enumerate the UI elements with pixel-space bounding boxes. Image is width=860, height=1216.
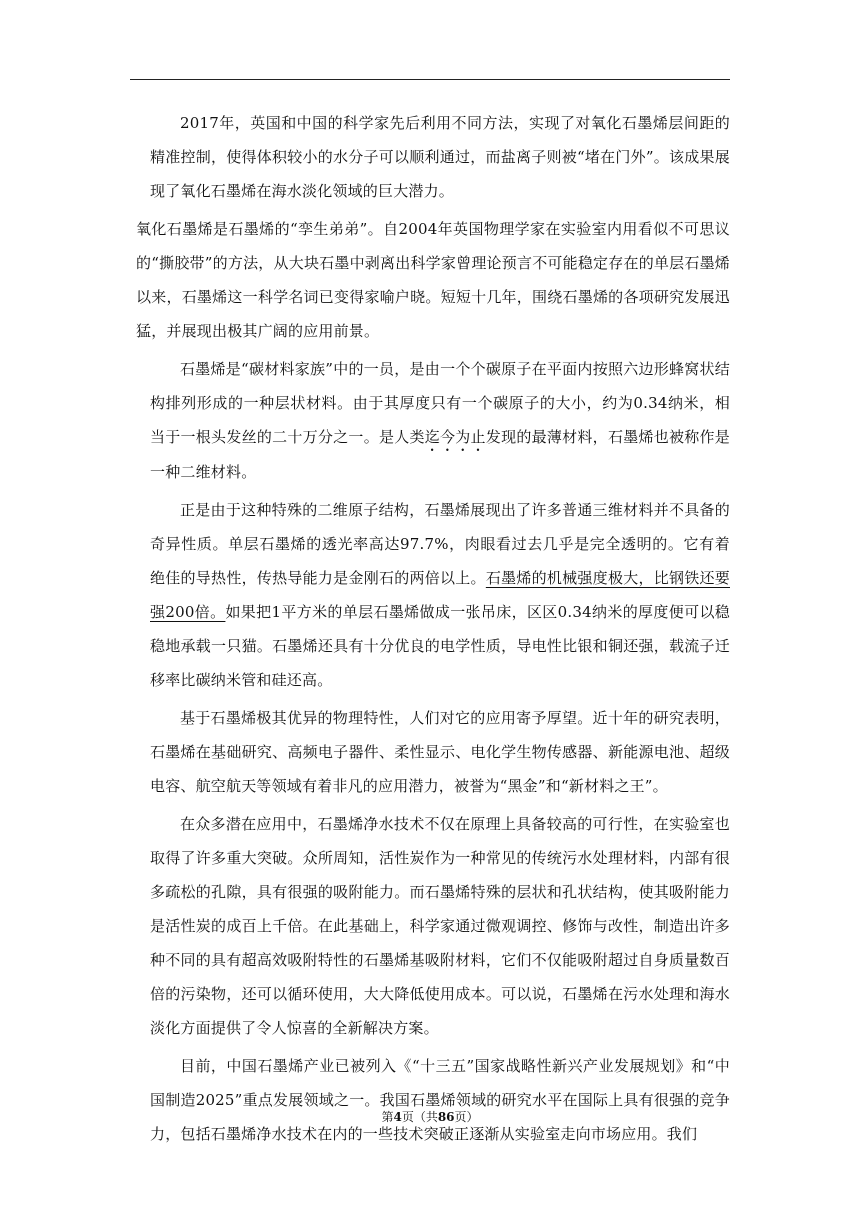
paragraph-3-text-before: 石墨烯是“碳材料家族”中的一员，是由一个个碳原子在平面内按照六边形蜂窝状结构排列形成的一种层状材料。由于其厚度只有一个碳原子的大小，约为0.34纳米，相当于一根头发丝的二十万分之一。是人类 (150, 360, 730, 446)
paragraph-4 (150, 493, 730, 697)
underlined-sentence: 石墨烯的机械强度极大，比钢铁还要强200倍。 (150, 569, 730, 621)
header-rule (130, 79, 730, 80)
footer-page-number: 4 (393, 1110, 402, 1124)
footer-suffix: 页） (454, 1110, 479, 1124)
emphasis-dotted-text: 迄今为止 (424, 428, 486, 446)
paragraph-7: 目前，中国石墨烯产业已被列入《“十三五”国家战略性新兴产业发展规划》和“中国制造2025”重点发展领域之一。我国石墨烯领域的研究水平在国际上具有很强的竞争力，包括石墨烯净水技术在内的一些技术突破正逐渐从实验室走向市场应用。我们 (150, 1057, 730, 1143)
article-body (136, 106, 730, 1151)
footer-prefix: 第 (381, 1110, 394, 1124)
paragraph-3 (150, 352, 730, 489)
paragraph-4-text-before: 正是由于这种特殊的二维原子结构，石墨烯展现出了许多普通三维材料并不具备的奇异性质。单层石墨烯的透光率高达97.7%，肉眼看过去几乎是完全透明的。它有着绝佳的导热性，传热导能力是金刚石的两倍以上。 (150, 501, 730, 587)
paragraph-6: 在众多潜在应用中，石墨烯净水技术不仅在原理上具备较高的可行性，在实验室也取得了许多重大突破。众所周知，活性炭作为一种常见的传统污水处理材料，内部有很多疏松的孔隙，具有很强的吸附能力。而石墨烯特殊的层状和孔状结构，使其吸附能力是活性炭的成百上千倍。在此基础上，科学家通过微观调控、修饰与改性，制造出许多种不同的具有超高效吸附特性的石墨烯基吸附材料，它们不仅能吸附超过自身质量数百倍的污染物，还可以循环使用，大大降低使用成本。可以说，石墨烯在污水处理和海水淡化方面提供了令人惊喜的全新解决方案。 (150, 815, 730, 1037)
page-footer (0, 1108, 860, 1126)
paragraph-2: 氧化石墨烯是石墨烯的“孪生弟弟”。自2004年英国物理学家在实验室内用看似不可思议的“撕胶带”的方法，从大块石墨中剥离出科学家曾理论预言不可能稳定存在的单层石墨烯以来，石墨烯这一科学名词已变得家喻户晓。短短十几年，围绕石墨烯的各项研究发展迅猛，并展现出极其广阔的应用前景。 (136, 220, 730, 340)
paragraph-3-text-after: 发现的最薄材料，石墨烯也被称作是一种二维材料。 (150, 428, 730, 481)
footer-middle: 页（共 (401, 1110, 438, 1124)
footer-total-pages: 86 (437, 1110, 455, 1124)
paragraph-4-text-after: 如果把1平方米的单层石墨烯做成一张吊床，区区0.34纳米的厚度便可以稳稳地承载一只猫。石墨烯还具有十分优良的电学性质，导电性比银和铜还强，载流子迁移率比碳纳米管和硅还高。 (150, 603, 730, 689)
paragraph-1: 2017年，英国和中国的科学家先后利用不同方法，实现了对氧化石墨烯层间距的精准控制，使得体积较小的水分子可以顺利通过，而盐离子则被“堵在门外”。该成果展现了氧化石墨烯在海水淡化领域的巨大潜力。 (150, 114, 730, 200)
paragraph-5: 基于石墨烯极其优异的物理特性，人们对它的应用寄予厚望。近十年的研究表明，石墨烯在基础研究、高频电子器件、柔性显示、电化学生物传感器、新能源电池、超级电容、航空航天等领域有着非凡的应用潜力，被誉为“黑金”和“新材料之王”。 (150, 709, 730, 795)
